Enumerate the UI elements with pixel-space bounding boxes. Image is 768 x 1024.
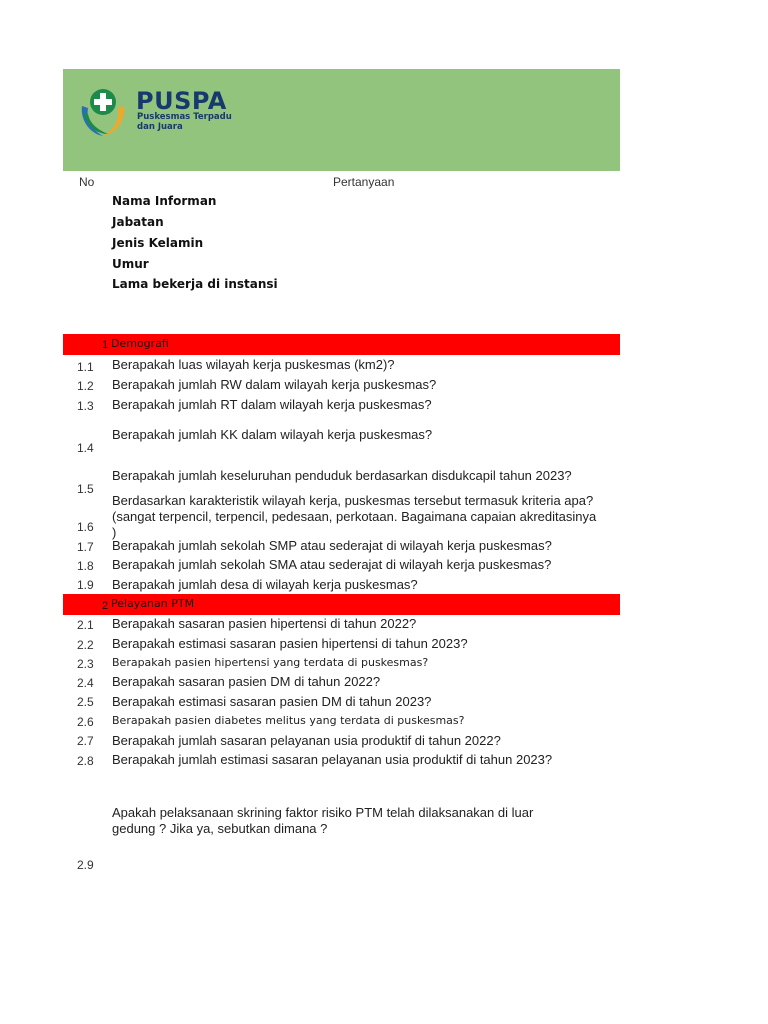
question-text: Berapakah estimasi sasaran pasien hipertensi di tahun 2023? xyxy=(112,636,468,651)
question-text: Berdasarkan karakteristik wilayah kerja, puskesmas tersebut termasuk kriteria apa? (sangat terpencil, terpencil, pedesaan, perkotaan. Bagaimana capaian akreditasinya ) xyxy=(112,493,597,540)
informant-field-tenure: Lama bekerja di instansi xyxy=(112,277,278,291)
question-text: Berapakah sasaran pasien DM di tahun 2022? xyxy=(112,674,381,689)
question-number: 2.2 xyxy=(77,638,94,652)
header-banner xyxy=(63,69,620,171)
question-text: Berapakah jumlah sasaran pelayanan usia produktif di tahun 2022? xyxy=(112,733,501,748)
question-text: Berapakah pasien diabetes melitus yang terdata di puskesmas? xyxy=(112,714,465,727)
question-text: Berapakah sasaran pasien hipertensi di tahun 2022? xyxy=(112,616,417,631)
question-text: Berapakah jumlah KK dalam wilayah kerja puskesmas? xyxy=(112,427,433,442)
question-number: 2.6 xyxy=(77,715,94,729)
question-text: Berapakah jumlah RT dalam wilayah kerja puskesmas? xyxy=(112,397,432,412)
question-number: 2.3 xyxy=(77,657,94,671)
question-number: 2.1 xyxy=(77,618,94,632)
informant-field-age: Umur xyxy=(112,257,149,271)
puspa-logo-icon xyxy=(78,84,128,140)
question-number: 2.4 xyxy=(77,676,94,690)
section-header-demografi xyxy=(63,334,620,355)
informant-field-name: Nama Informan xyxy=(112,194,217,208)
question-text: Berapakah estimasi sasaran pasien DM di tahun 2023? xyxy=(112,694,432,709)
question-number: 1.3 xyxy=(77,399,94,413)
section-number: 1 xyxy=(102,339,109,351)
question-text: Berapakah luas wilayah kerja puskesmas (km2)? xyxy=(112,357,395,372)
question-text: Berapakah jumlah sekolah SMP atau sederajat di wilayah kerja puskesmas? xyxy=(112,538,552,553)
section-title: Demografi xyxy=(111,337,169,350)
question-text: Berapakah jumlah estimasi sasaran pelayanan usia produktif di tahun 2023? xyxy=(112,752,553,767)
question-text: Berapakah jumlah sekolah SMA atau sederajat di wilayah kerja puskesmas? xyxy=(112,557,552,572)
question-number: 1.4 xyxy=(77,441,94,455)
question-number: 1.1 xyxy=(77,360,94,374)
question-number: 1.5 xyxy=(77,482,94,496)
question-number: 1.9 xyxy=(77,578,94,592)
brand-tagline: Puskesmas Terpadu dan Juara xyxy=(137,112,232,132)
column-header-no: No xyxy=(79,175,95,189)
question-number: 2.5 xyxy=(77,695,94,709)
question-number: 2.7 xyxy=(77,734,94,748)
question-number: 1.6 xyxy=(77,520,94,534)
question-number: 2.9 xyxy=(77,858,94,872)
question-text: Berapakah jumlah RW dalam wilayah kerja puskesmas? xyxy=(112,377,437,392)
section-header-pelayanan-ptm xyxy=(63,594,620,615)
brand-name: PUSPA xyxy=(136,87,227,115)
section-title: Pelayanan PTM xyxy=(111,597,195,610)
question-text: Berapakah jumlah keseluruhan penduduk berdasarkan disdukcapil tahun 2023? xyxy=(112,468,572,483)
informant-field-gender: Jenis Kelamin xyxy=(112,236,204,250)
column-header-question: Pertanyaan xyxy=(333,175,395,189)
question-text: Berapakah pasien hipertensi yang terdata di puskesmas? xyxy=(112,656,429,669)
question-text: Berapakah jumlah desa di wilayah kerja puskesmas? xyxy=(112,577,418,592)
question-text: Apakah pelaksanaan skrining faktor risiko PTM telah dilaksanakan di luar gedung ? Jika ya, sebutkan dimana ? xyxy=(112,805,534,836)
informant-field-position: Jabatan xyxy=(112,215,164,229)
question-number: 2.8 xyxy=(77,754,94,768)
question-number: 1.2 xyxy=(77,379,94,393)
question-number: 1.7 xyxy=(77,540,94,554)
question-number: 1.8 xyxy=(77,559,94,573)
section-number: 2 xyxy=(102,600,109,612)
